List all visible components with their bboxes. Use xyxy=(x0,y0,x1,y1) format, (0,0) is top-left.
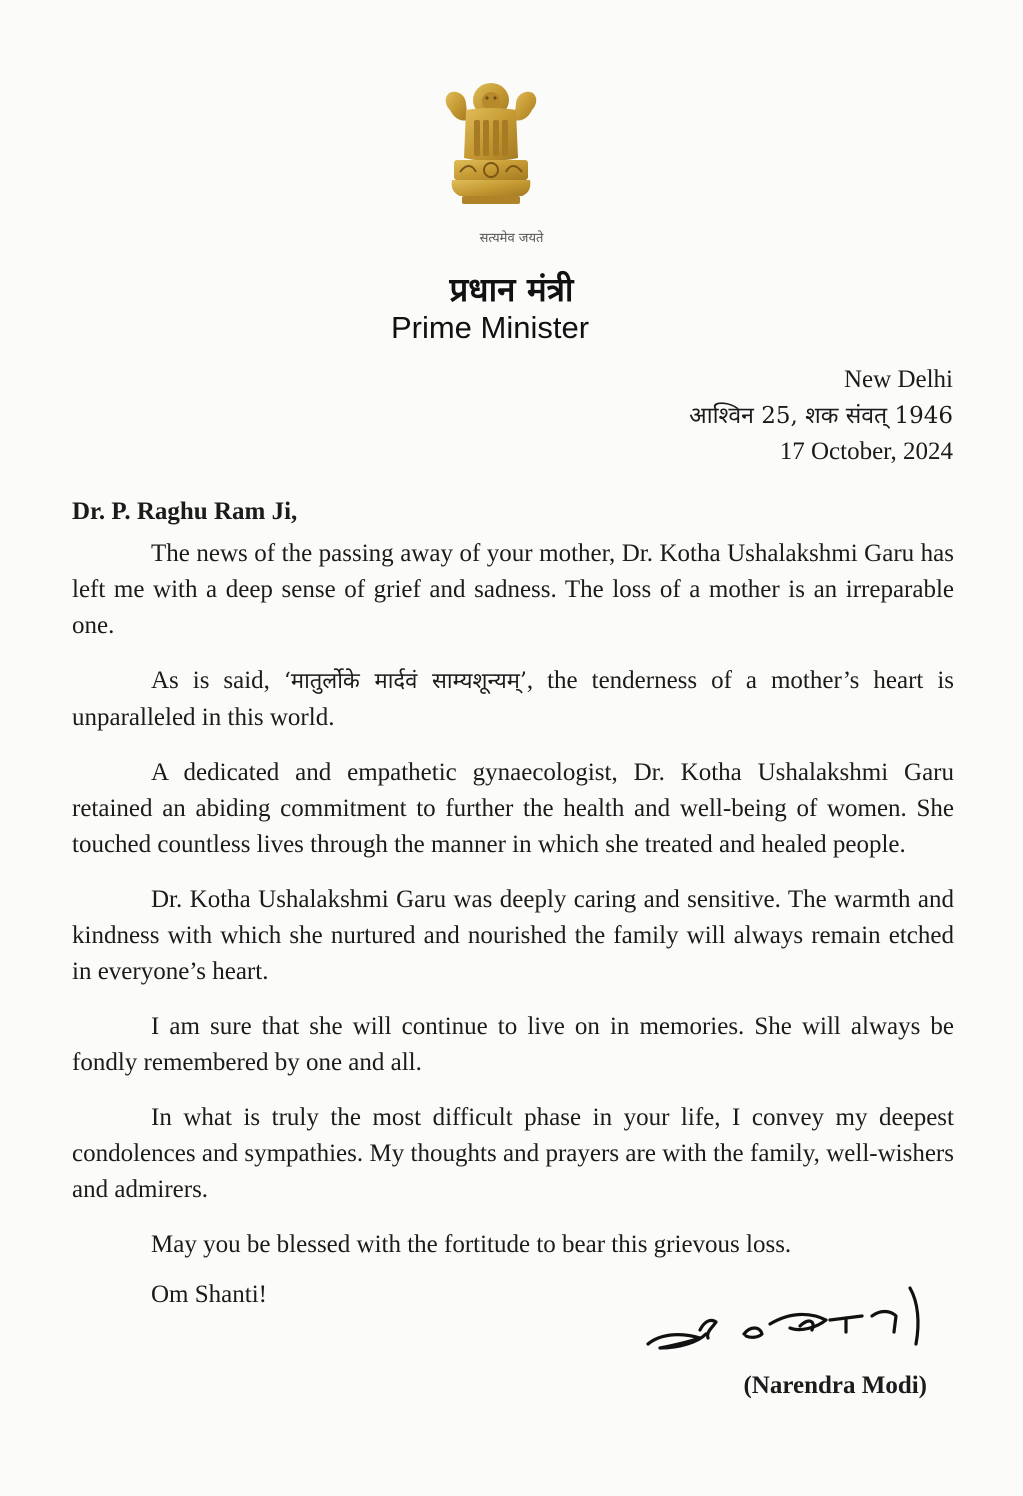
paragraph-1: The news of the passing away of your mother, Dr. Kotha Ushalakshmi Garu has left me with a deep sense of grief and sadness. The loss of a mother is an irreparable one. xyxy=(72,540,954,639)
letter-body xyxy=(72,536,954,1327)
hindi-date: आश्विन 25, शक संवत् 1946 xyxy=(689,403,953,429)
emblem-motto: सत्यमेव जयते xyxy=(479,231,544,246)
date-block xyxy=(689,362,953,470)
sanskrit-quote: ‘मातुर्लोके मार्दवं साम्यशून्यम्’ xyxy=(283,669,527,694)
place: New Delhi xyxy=(844,366,953,393)
national-emblem-icon xyxy=(436,80,546,225)
handwritten-signature-icon xyxy=(640,1282,940,1362)
paragraph-6: In what is truly the most difficult phase in your life, I convey my deepest condolences and sympathies. My thoughts and prayers are with the family, well-wishers and admirers. xyxy=(72,1104,954,1203)
closing-line: Om Shanti! xyxy=(151,1281,267,1308)
paragraph-2-lead: As is said, xyxy=(151,667,284,694)
paragraph-4: Dr. Kotha Ushalakshmi Garu was deeply caring and sensitive. The warmth and kindness with which she nurtured and nourished the family will always remain etched in everyone’s heart. xyxy=(72,886,954,985)
paragraph-5: I am sure that she will continue to live on in memories. She will always be fondly remembered by one and all. xyxy=(72,1013,954,1076)
signatory-name: (Narendra Modi) xyxy=(743,1372,927,1399)
salutation: Dr. P. Raghu Ram Ji, xyxy=(72,498,298,525)
paragraph-3: A dedicated and empathetic gynaecologist, Dr. Kotha Ushalakshmi Garu retained an abiding commitment to further the health and well-being of women. She touched countless lives through the manner in which she treated and healed people. xyxy=(72,759,954,858)
paragraph-2-rest: , the tenderness of a mother’s heart is unparalleled in this world. xyxy=(72,667,954,731)
paragraph-7: May you be blessed with the fortitude to bear this grievous loss. xyxy=(151,1231,792,1258)
paragraph-2 xyxy=(72,663,954,736)
office-title-hindi: प्रधान मंत्री xyxy=(449,270,574,309)
english-date: 17 October, 2024 xyxy=(779,438,953,465)
office-title-english: Prime Minister xyxy=(390,310,590,345)
